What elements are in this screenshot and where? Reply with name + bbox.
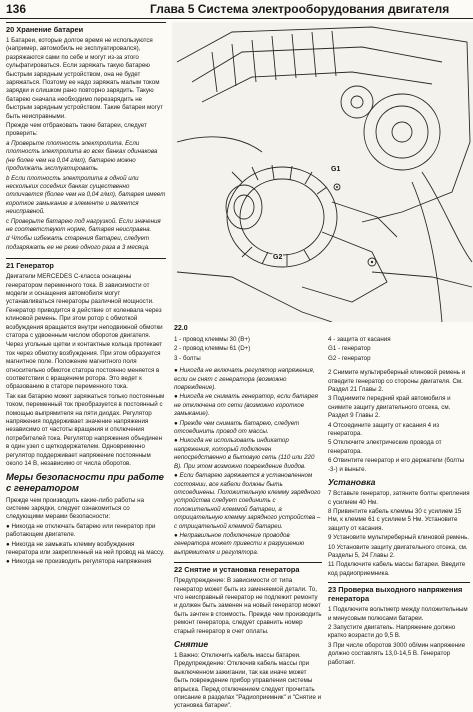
step-item: 3 Поднимите передний край автомобиля и снимите защиту двигательного отсека, см. Раздел 9 Главы 2.: [328, 395, 451, 420]
warning-item: ● Прежде чем снимать батарею, следует отсоединить провод от массы.: [174, 419, 300, 436]
legend-item: 1 - провод клеммы 30 (В+): [174, 336, 250, 343]
paragraph: Так как батарею может заряжаться только постоянным током, переменный ток преобразуется в постоянный с помощью выпрямителя на пяти диодах. Регулятор напряжения поддерживает значение напряжения независимо от частоты вращения и отключения потребителей тока. Регулятор напряжения объединен в один узел с щеткодержателем. Одновременно регулятор поддерживает напряжение постоянным около 14 В, независимо от числа оборотов.: [6, 392, 165, 468]
legend-item: 4 - защита от касания: [328, 336, 391, 343]
step-item: 9 Установите мультиреберный клиновой ремень.: [328, 534, 470, 542]
warning-item: ● Если батарею заряжается в установленном состоянии, все кабели должны быть отсоединены. Положительную клемму зарядного устройства следует соединить с положительной клеммой батареи, а отрицательную клемму зарядного устройства – с отрицательной клеммой батареи.: [174, 472, 321, 530]
paragraph: ● Никогда не производить регулятора напряжения: [6, 558, 152, 566]
section-23-title: 23 Проверка выходного напряжения генератора: [328, 582, 470, 603]
paragraph: Через угольные щетки и контактные кольца протекает ток через обмотку возбуждения. При этом образуется магнитное поле. Положение магнитного поля относительно обмоток статора постоянно меняется в соответствии с вращением ротора. Это ведет к образованию в статоре переменного тока.: [6, 341, 163, 391]
step-item: 1 Подключите вольтметр между положительным и минусовым полюсами батареи.: [328, 606, 468, 622]
step-item: 7 Вставьте генератор, затяните болты крепления с усилием 40 Нм.: [328, 490, 470, 506]
paragraph: Предупреждение: В зависимости от типа генератор может быть из заменяемой детали. То, что неисправный генератор не подлежит ремонту и должен быть заменен на новый генератор может быть зачтен в стоимость. Прежде чем производить ремонт генератора, следует сравнить номер старый генератор в счет оплаты.: [174, 577, 322, 635]
step-item: 11 Подключите кабель массы батареи. Введите код радиоприемника.: [328, 561, 466, 577]
step-item: 5 Отключите электрические провода от генератора.: [328, 439, 442, 455]
figure-label-g2: G2: [273, 254, 283, 261]
paragraph: 1 Батареи, которые долгое время не используются (например, автомобиль не эксплуатировался), разряжаются сами по себе и могут из-за этого сульфатироваться. Если заряжать такую батарею быстрым зарядным устройством, она не будет заряжаться. Поэтому ее надо заряжать малым током зарядки и слишком рано повторно зарядить. Такую батарею сначала необходимо перезарядить не быстрым зарядным устройством. Такие батареи могут быть неисправными.: [6, 37, 163, 120]
legend-item: 3 - болты: [174, 354, 201, 362]
install-title: Установка: [328, 477, 376, 488]
paragraph: d Чтобы избежать старения батареи, следует подзаряжать ее не реже одного раза в 3 месяца.: [6, 235, 150, 251]
removal-title: Снятие: [174, 639, 209, 649]
step-item: 6 Отвинтите генератор и его держатели (болты -3-) и выньте.: [328, 457, 465, 473]
legend-item: G1 - генератор: [328, 345, 371, 353]
page-number: 136: [6, 2, 27, 16]
step-item: 8 Привинтите кабель клеммы 30 с усилием 15 Нм, к клемме 61 с усилием 5 Нм. Установите защиту от касания.: [328, 507, 462, 532]
middle-column: [174, 336, 322, 712]
figure-number: 22.0: [174, 325, 188, 332]
warning-item: ● Неправильное подключение проводов генератора может привести к разрушению выпрямителя и регулятора.: [174, 531, 305, 556]
page-header: [0, 0, 473, 19]
alternator-drawing: [172, 22, 473, 322]
paragraph: c Проверьте батарею под нагрузкой. Если значения не соответствуют норме, батарея неисправна.: [6, 217, 161, 233]
alternator-illustration: [172, 22, 473, 322]
legend-item: G2 - генератор: [328, 354, 371, 362]
step-item: 2 Снимите мультиреберный клиновой ремень и отведите генератор со стороны двигателя. См. Раздел 21 Главы 2.: [328, 369, 466, 394]
paragraph: b Если плотность электролита в одной или нескольких соседних банках существенно отличается (более чем на 0,04 г/мл), батарея имеет короткое замыкание в элементе и является неисправной.: [6, 174, 166, 216]
warning-item: ● Никогда не снимать генератор, если батарея не отключена от сети (возможно короткое замыкание).: [174, 393, 318, 418]
right-column: [328, 336, 470, 668]
step-item: 10 Установите защиту двигательного отсека, см. Разделы 5, 24 Главы 2.: [328, 543, 468, 559]
step-item: 2 Запустите двигатель. Напряжение должно кратко возрасти до 9,5 В.: [328, 623, 456, 640]
legend-item: 2 - провод клеммы 61 (D+): [174, 345, 251, 353]
paragraph: ● Никогда не замыкать клемму возбуждения генератора или закрепленный на ней провод на массу.: [6, 540, 165, 556]
section-20-title: 20 Хранение батареи: [6, 22, 166, 34]
section-22-title: 22 Снятие и установка генератора: [174, 562, 322, 574]
paragraph: Прежде чем производить какие-либо работы на системе зарядки, следует ознакомиться со следующими мерами безопасности:: [6, 496, 145, 521]
left-column: [6, 22, 166, 568]
paragraph: Двигатели MERCEDES С-класса оснащены генератором переменного тока. В зависимости от модели и оснащения автомобиля могут устанавливаться генераторы различной мощности. Генератор приводится в действие от коленвала через клиновой ремень. При этом ротор с обмоткой возбуждения вращается внутри неподвижной обмотки статора с удвоенным числом оборотов двигателя.: [6, 273, 163, 339]
paragraph: ● Никогда не отключать батарею или генератор при работающем двигателе.: [6, 522, 156, 539]
section-21-title: 21 Генератор: [6, 258, 166, 270]
chapter-title: Глава 5 Система электрооборудования двигателя: [150, 2, 450, 16]
paragraph: a Проверьте плотность электролита. Если плотность электролита во всех банках одинакова (не более чем на 0,04 г/мл), батарею можно продолжать эксплуатировать.: [6, 139, 158, 173]
step-item: 3 При числе оборотов 3000 об/мин напряжение должно составлять 13,0-14,5 В. Генератор работает.: [328, 641, 466, 666]
paragraph: 1 Важно: Отключить кабель массы батареи. Предупреждение: Отключив кабель массы при выключенном зажигании, так как иначе может быть повреждение прибор управления системы впрыска. Перед отключением следует прочитать описание в разделах "Радиоприемник" и "Снятие и установка батареи".: [174, 652, 322, 710]
figure-label-g1: G1: [331, 166, 341, 173]
paragraph: Прежде чем отбраковать такие батареи, следует проверить:: [6, 122, 147, 138]
warning-item: ● Никогда не включать регулятор напряжения, если он снят с генератора (возможно повреждение).: [174, 367, 315, 392]
step-item: 4 Отсоедините защиту от касания 4 из генератора.: [328, 421, 440, 438]
safety-title: Меры безопасности при работе с генератором: [6, 471, 164, 494]
warning-item: ● Никогда не использовать индикатор напряжения, который подключен непосредственно в бытовую сеть (110 или 220 В). При этом возможно повреждение диодов.: [174, 437, 315, 470]
